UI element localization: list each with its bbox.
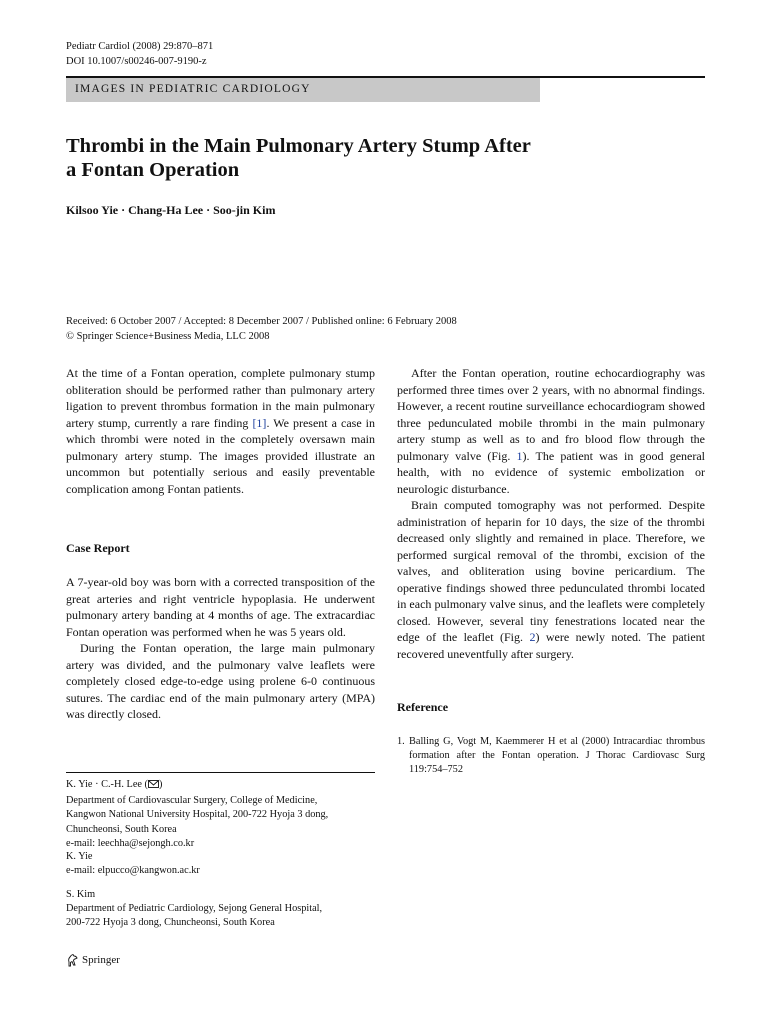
case-paragraph-2: During the Fontan operation, the large main pulmonary artery was divided, and the pulmonary valve leaflets were completely closed edge-to-edge using prolene 6-0 continuous sutures. The cardiac end of the main pulmonary artery (MPA) was directly closed.	[66, 641, 375, 721]
article-title	[66, 134, 626, 182]
publisher-footer	[66, 953, 120, 967]
author-list: Kilsoo Yie · Chang-Ha Lee · Soo-jin Kim	[66, 203, 276, 217]
intro-text-1: At the time of a Fontan operation, complete pulmonary stump obliteration should be performed rather than pulmonary artery ligation to prevent thrombus formation in the main pulmonary artery stump, currently a rare finding	[66, 366, 375, 430]
right-column-body	[397, 365, 705, 662]
reference-heading: Reference	[397, 700, 449, 714]
copyright: © Springer Science+Business Media, LLC 2008	[66, 330, 270, 342]
affiliation-3-line-1: Department of Pediatric Cardiology, Sejong General Hospital,	[66, 903, 323, 915]
affiliation-3-name: S. Kim	[66, 889, 96, 900]
title-line-2: a Fontan Operation	[66, 159, 240, 181]
publication-history	[66, 315, 457, 344]
reference-item	[397, 735, 705, 778]
case-report-heading: Case Report	[66, 541, 130, 555]
surgery-text-2: ) were newly noted. The patient recovered uneventfully after surgery.	[397, 630, 706, 661]
received-dates: Received: 6 October 2007 / Accepted: 8 December 2007 / Published online: 6 February 2008	[66, 316, 457, 327]
springer-horse-logo-icon	[66, 953, 80, 967]
intro-paragraph	[66, 365, 375, 497]
journal-citation: Pediatr Cardiol (2008) 29:870–871	[66, 41, 214, 52]
affiliation-1-names	[66, 778, 375, 794]
footnote-rule	[66, 772, 375, 773]
affiliation-1-line-3: Chuncheonsi, South Korea	[66, 823, 177, 835]
citation-link-1[interactable]: [1]	[252, 415, 267, 430]
affiliation-1-email[interactable]: e-mail: leechha@sejongh.co.kr	[66, 837, 195, 849]
echo-text-2: ). The patient was in good general health, with no evidence of systemic embolization or neurologic disturbance.	[397, 448, 705, 496]
section-label: IMAGES IN PEDIATRIC CARDIOLOGY	[75, 83, 311, 95]
author-names: K. Yie · C.-H. Lee (	[66, 779, 148, 790]
paren-close: )	[158, 779, 163, 790]
intro-text-2: . We present a case in which thrombi were noted in the completely oversawn main pulmonary artery stump. The images provided illustrate an uncommon but potentially serious and easily preventable complication among Fontan patients.	[66, 415, 376, 496]
reference-text: Balling G, Vogt M, Kaemmerer H et al (2000) Intracardiac thrombus formation after the Fontan operation. J Thorac Cardiovasc Surg 119:754–752	[409, 736, 705, 776]
affiliation-2	[66, 850, 375, 878]
affiliation-1	[66, 778, 375, 851]
echo-text-1: After the Fontan operation, routine echocardiography was performed three times over 2 years, with no abnormal findings. However, a recent routine surveillance echocardiogram showed three pedunculated mobile thrombi in the main pulmonary artery stump as well as to and fro blood flow through the pulmonary valve (Fig.	[397, 366, 705, 463]
reference-number: 1.	[397, 736, 405, 747]
surgery-text-1: Brain computed tomography was not performed. Despite administration of heparin for 10 days, the size of the thrombi decreased only slightly and remained in place. Therefore, we performed surgical removal of the thrombi, excision of the valves, and obliteration using bovine pericardium. The operative findings showed three pedunculated thrombi located in each pulmonary valve sinus, and the leaflets were completely closed. However, several tiny fenestrations located near the edge of the leaflet (Fig.	[397, 498, 705, 644]
envelope-icon[interactable]	[148, 779, 159, 794]
figure-2-link[interactable]: 2	[529, 630, 536, 644]
affiliation-2-name: K. Yie	[66, 851, 93, 862]
affiliation-2-email[interactable]: e-mail: elpucco@kangwon.ac.kr	[66, 865, 200, 877]
publisher-name: Springer	[82, 954, 120, 966]
doi: DOI 10.1007/s00246-007-9190-z	[66, 56, 207, 67]
affiliation-3-line-2: 200-722 Hyoja 3 dong, Chuncheonsi, South Korea	[66, 917, 275, 929]
figure-1-link[interactable]: 1	[516, 448, 523, 463]
section-banner	[66, 78, 540, 102]
title-line-1: Thrombi in the Main Pulmonary Artery Stump After	[66, 135, 531, 157]
affiliation-1-line-1: Department of Cardiovascular Surgery, College of Medicine,	[66, 795, 318, 807]
case-report-body	[66, 574, 375, 723]
echo-paragraph	[397, 365, 705, 497]
affiliation-1-line-2: Kangwon National University Hospital, 200-722 Hyoja 3 dong,	[66, 809, 329, 821]
surgery-paragraph	[397, 497, 705, 662]
affiliation-3	[66, 888, 375, 931]
case-paragraph-1: A 7-year-old boy was born with a corrected transposition of the great arteries and right ventricle hypoplasia. He underwent pulmonary artery banding at 4 months of age. The extracardiac Fontan operation was performed when he was 5 years old.	[66, 575, 375, 639]
